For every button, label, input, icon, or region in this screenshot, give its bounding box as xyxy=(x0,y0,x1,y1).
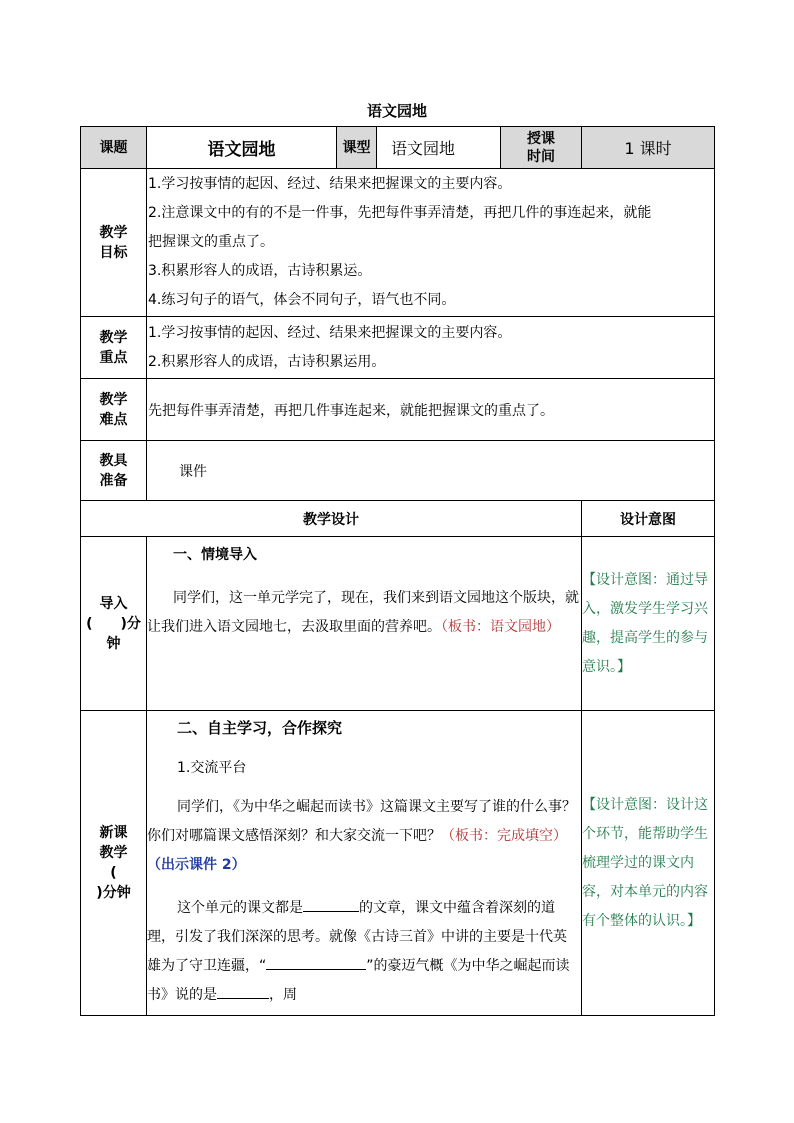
new-lesson-intent: 【设计意图：设计这个环节，能帮助学生梳理学过的课文内容，对本单元的内容有个整体的认识。】 xyxy=(582,711,715,1016)
goals-label-line-1: 教学 xyxy=(99,224,128,241)
goals-label xyxy=(81,169,147,317)
para-2-part-a: 这个单元的课文都是 xyxy=(177,900,303,916)
para-2-part-c: ”的豪迈气概《为中华之崛起而读书》说的是 xyxy=(147,958,570,1003)
key-points-label-line-1: 教学 xyxy=(99,329,128,346)
new-lesson-para-2 xyxy=(147,880,581,1010)
fill-blank[interactable] xyxy=(303,897,359,912)
goals-content xyxy=(147,169,715,317)
goal-item: 2.注意课文中的有的不是一件事，先把每件事弄清楚，再把几件的事连起来，就能 xyxy=(148,205,652,221)
key-point-item: 1.学习按事情的起因、经过、结果来把握课文的主要内容。 xyxy=(148,324,512,341)
intro-label-line-2: ( )分 xyxy=(86,615,141,632)
document-title: 语文园地 xyxy=(366,102,427,120)
intro-text xyxy=(147,570,581,642)
key-points-label-line-2: 重点 xyxy=(99,349,128,366)
new-lesson-heading: 二、自主学习，合作探究 xyxy=(177,719,343,737)
difficulty-label xyxy=(81,379,147,441)
new-lesson-subheading: 1.交流平台 xyxy=(177,760,247,776)
goal-item: 把握课文的重点了。 xyxy=(148,234,274,250)
design-header-row xyxy=(81,501,715,537)
topic-value: 语文园地 xyxy=(147,127,337,169)
new-lesson-label xyxy=(81,711,147,1016)
type-label: 课型 xyxy=(337,127,377,169)
design-header-right: 设计意图 xyxy=(582,501,715,537)
new-lesson-row xyxy=(81,711,715,1016)
fill-blank[interactable] xyxy=(217,984,269,999)
para-1-courseware-note: （出示课件 2） xyxy=(147,857,246,873)
time-value: 1 课时 xyxy=(582,127,715,169)
header-row xyxy=(81,127,715,169)
intro-paragraph: 同学们，这一单元学完了，现在，我们来到语文园地这个版块，就让我们进入语文园地七，去汲取里面的营养吧。 xyxy=(147,590,579,635)
time-label xyxy=(501,127,582,169)
difficulty-label-line-2: 难点 xyxy=(99,411,128,428)
design-header-left: 教学设计 xyxy=(81,501,582,537)
goal-item: 3.积累形容人的成语，古诗积累运。 xyxy=(148,263,372,279)
intro-content xyxy=(147,537,582,711)
time-label-line-2: 时间 xyxy=(527,148,555,165)
key-points-label xyxy=(81,317,147,379)
key-points-row xyxy=(81,317,715,379)
new-lesson-para-1 xyxy=(147,779,581,880)
goal-item: 4.练习句子的语气，体会不同句子，语气也不同。 xyxy=(148,292,456,308)
goal-item: 1.学习按事情的起因、经过、结果来把握课文的主要内容。 xyxy=(148,176,512,192)
key-point-item: 2.积累形容人的成语，古诗积累运用。 xyxy=(148,353,386,370)
intro-label-line-1: 导入 xyxy=(99,595,128,612)
intro-intent: 【设计意图：通过导入，激发学生学习兴趣，提高学生的参与意识。】 xyxy=(582,537,715,711)
intro-heading: 一、情境导入 xyxy=(173,547,257,563)
difficulty-label-line-1: 教学 xyxy=(99,391,128,408)
tools-label xyxy=(81,441,147,501)
topic-label: 课题 xyxy=(81,127,147,169)
tools-label-line-2: 准备 xyxy=(99,472,128,489)
goals-row xyxy=(81,169,715,317)
new-lesson-label-line-2: 教学 xyxy=(99,845,128,861)
new-lesson-label-line-4: )分钟 xyxy=(96,885,131,901)
type-value: 语文园地 xyxy=(377,127,501,169)
goals-label-line-2: 目标 xyxy=(99,244,128,261)
intro-board-note: （板书：语文园地） xyxy=(441,619,560,635)
para-1-text: 同学们，《为中华之崛起而读书》这篇课文主要写了谁的什么事？你们对哪篇课文感悟深刻？和大家交流一下吧？ xyxy=(147,799,576,844)
para-2-part-b: 的文章，课文中蕴含着深刻的道理，引发了我们深深的思考。就像《古诗三首》中讲的主要是十代英雄为了守卫连疆，“ xyxy=(147,900,567,974)
tools-row xyxy=(81,441,715,501)
difficulty-content: 先把每件事弄清楚，再把几件事连起来，就能把握课文的重点了。 xyxy=(147,379,715,441)
para-1-board-note: （板书：完成填空） xyxy=(441,828,567,844)
para-2-part-d: ，周 xyxy=(269,987,297,1003)
tools-label-line-1: 教具 xyxy=(99,452,128,469)
fill-blank[interactable] xyxy=(266,955,366,970)
intro-row xyxy=(81,537,715,711)
tools-content: 课件 xyxy=(147,441,715,501)
intro-label xyxy=(81,537,147,711)
new-lesson-label-line-1: 新课 xyxy=(99,825,128,841)
time-label-line-1: 授课 xyxy=(527,130,555,147)
key-points-content xyxy=(147,317,715,379)
new-lesson-content xyxy=(147,711,582,1016)
intro-label-line-3: 钟 xyxy=(106,635,121,652)
new-lesson-label-line-3: ( xyxy=(110,865,117,881)
difficulty-row xyxy=(81,379,715,441)
lesson-plan-table xyxy=(80,126,715,1016)
